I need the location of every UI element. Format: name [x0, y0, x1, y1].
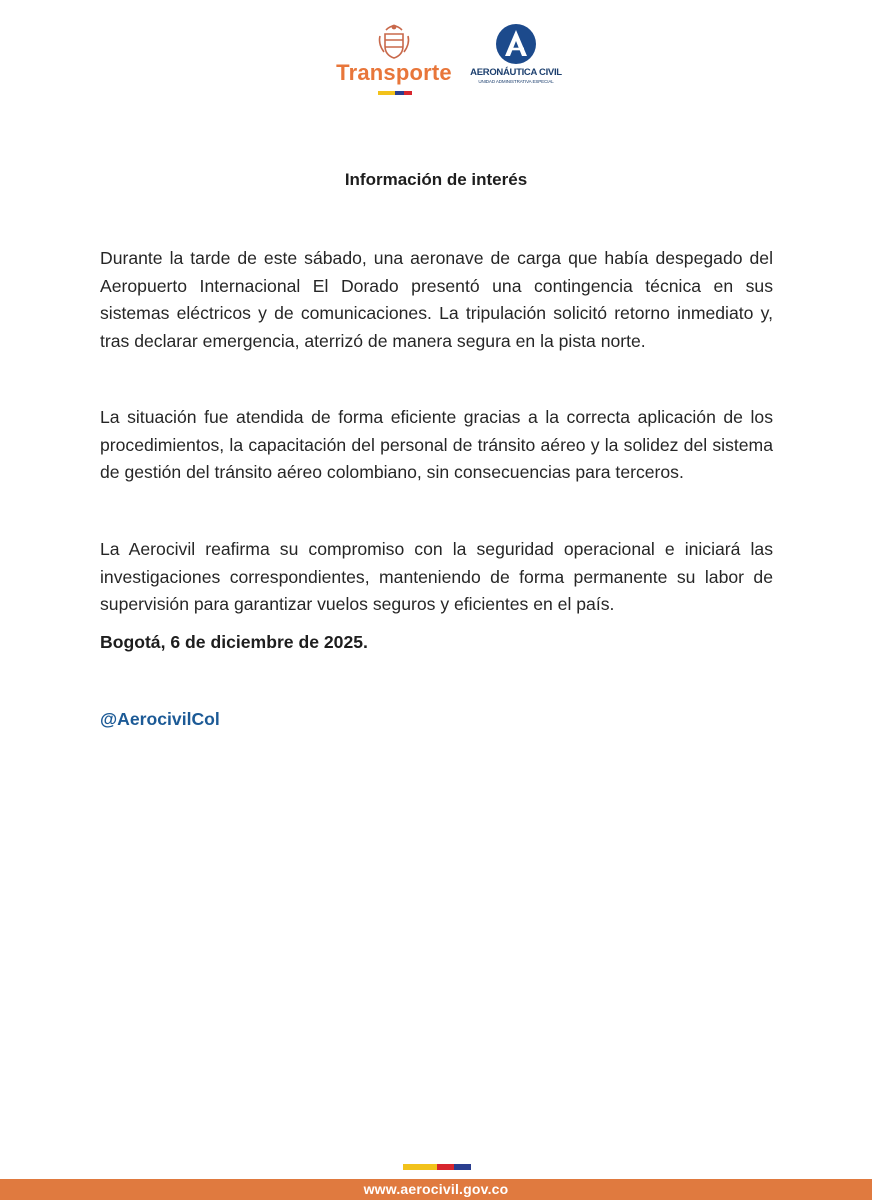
aerocivil-wordmark: AERONÁUTICA CIVIL: [470, 67, 562, 78]
aerocivil-subtitle: UNIDAD ADMINISTRATIVA ESPECIAL: [478, 79, 554, 84]
footer-flag-stripe: [403, 1164, 471, 1170]
paragraph-response: La situación fue atendida de forma eficiente gracias a la correcta aplicación de los procedimientos, la capacitación del personal de tránsito aéreo y la solidez del sistema de gestión del tránsito aéreo colombiano, sin consecuencias para terceros.: [100, 407, 773, 482]
aerocivil-logo: [470, 22, 570, 88]
paragraph-incident: Durante la tarde de este sábado, una aeronave de carga que había despegado del Aeropuerto Internacional El Dorado presentó una contingencia técnica en sus sistemas eléctricos y de comunicaciones. La tripulación solicitó retorno inmediato y, tras declarar emergencia, aterrizó de manera segura en la pista norte.: [100, 248, 773, 351]
flag-stripe: [378, 91, 412, 95]
aerocivil-emblem-icon: [496, 24, 536, 64]
footer-bar: [0, 1179, 872, 1200]
coat-of-arms-icon: [376, 22, 412, 60]
social-handle-link[interactable]: @AerocivilCol: [100, 709, 220, 729]
transporte-logo: [330, 20, 458, 100]
document-title: Información de interés: [344, 170, 528, 189]
paragraph-commitment: La Aerocivil reafirma su compromiso con la seguridad operacional e iniciará las investigaciones correspondientes, manteniendo de forma permanente su labor de supervisión para garantizar vuelos seguros y eficientes en el país.: [100, 539, 773, 614]
website-link[interactable]: www.aerocivil.gov.co: [363, 1181, 509, 1197]
date-line: Bogotá, 6 de diciembre de 2025.: [100, 632, 368, 652]
transporte-wordmark: Transporte: [336, 60, 452, 85]
